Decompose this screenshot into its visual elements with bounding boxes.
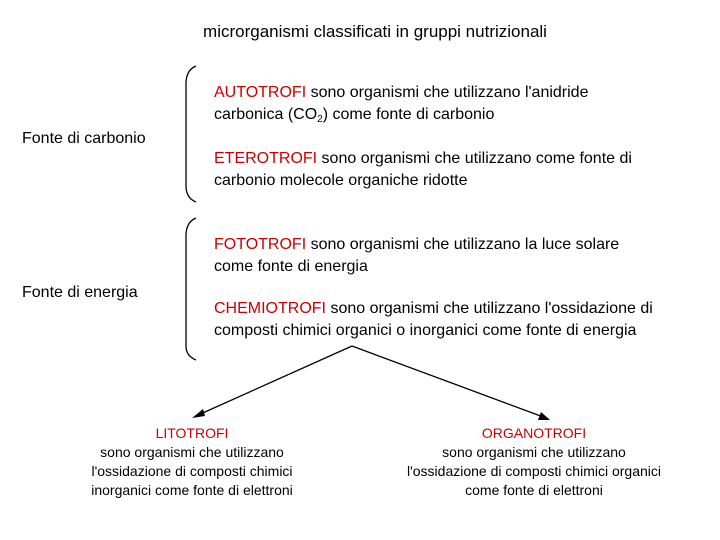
carbon-bracket [186,66,196,202]
arrow-to-litotrofi [196,346,352,416]
litotrofi-line2: l'ossidazione di composti chimici [91,463,293,479]
arrowhead-organotrofi [538,412,550,420]
chemiotrofi-line1: sono organismi che utilizzano l'ossidazione di [326,300,653,317]
organotrofi-box [384,424,684,500]
energy-bracket [186,218,196,360]
organotrofi-line1: sono organismi che utilizzano [442,444,626,460]
chemiotrofi-definition [214,298,653,342]
carbon-source-label: Fonte di carbonio [22,130,146,147]
eterotrofi-line2: carbonio molecole organiche ridotte [214,172,468,189]
autotrofi-line2-post: ) come fonte di carbonio [322,106,495,123]
litotrofi-line3: inorganici come fonte di elettroni [91,482,293,498]
autotrofi-line2-pre: carbonica (CO [214,106,318,123]
energy-source-label: Fonte di energia [22,284,138,301]
autotrofi-line1: sono organismi che utilizzano l'anidride [306,84,589,101]
diagram-title: microrganismi classificati in gruppi nutrizionali [203,22,547,41]
chemiotrofi-line2: composti chimici organici o inorganici come fonte di energia [214,322,637,339]
fototrofi-line1: sono organismi che utilizzano la luce solare [306,236,620,253]
litotrofi-line1: sono organismi che utilizzano [100,444,284,460]
litotrofi-box [62,424,322,500]
autotrofi-term: AUTOTROFI [214,84,307,101]
fototrofi-term: FOTOTROFI [214,236,307,253]
autotrofi-subscript: 2 [317,114,323,125]
organotrofi-term: ORGANOTROFI [481,425,587,441]
litotrofi-term: LITOTROFI [155,425,229,441]
eterotrofi-definition [214,148,632,192]
arrowhead-litotrofi [192,409,205,418]
organotrofi-line2: l'ossidazione di composti chimici organici [406,463,661,479]
eterotrofi-term: ETEROTROFI [214,150,318,167]
autotrofi-definition [214,82,588,131]
arrow-to-organotrofi [352,346,546,418]
chemiotrofi-term: CHEMIOTROFI [214,300,326,317]
fototrofi-definition [214,234,619,278]
fototrofi-line2: come fonte di energia [214,258,368,275]
eterotrofi-line1: sono organismi che utilizzano come fonte di [317,150,632,167]
organotrofi-line3: come fonte di elettroni [465,482,603,498]
